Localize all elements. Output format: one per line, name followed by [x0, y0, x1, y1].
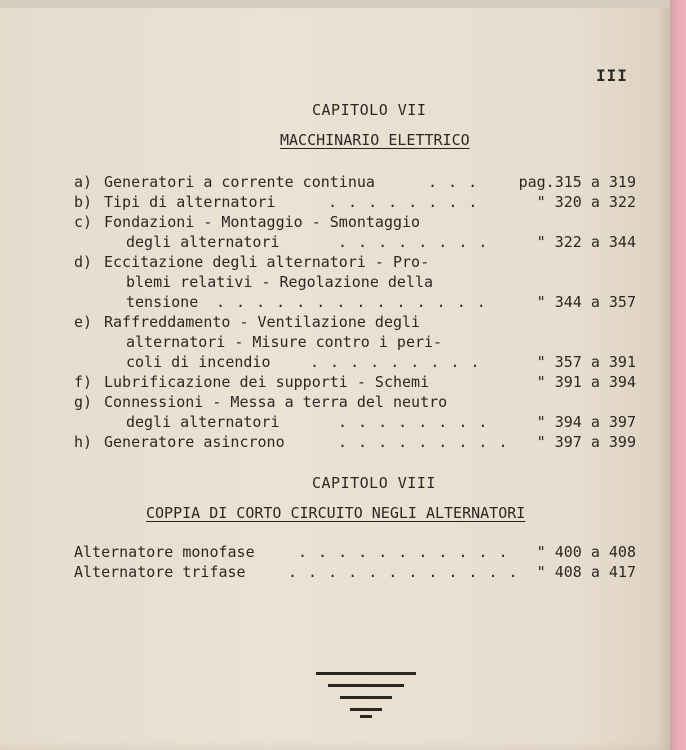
entry-title: Raffreddamento - Ventilazione degli	[104, 313, 421, 331]
leader-dots: . . . . . . . . . . . .	[288, 563, 519, 581]
toc-entry	[74, 193, 644, 213]
entry-letter: d)	[74, 253, 93, 271]
page-reference: " 391 a 394	[536, 373, 636, 391]
entry-title-continuation: blemi relativi - Regolazione della	[126, 273, 434, 291]
chapter-8-heading: COPPIA DI CORTO CIRCUITO NEGLI ALTERNATORI	[146, 504, 526, 522]
toc-entry	[74, 563, 644, 583]
toc-entry-continuation	[74, 333, 644, 353]
page-reference: " 322 a 344	[536, 233, 636, 251]
entry-title: Connessioni - Messa a terra del neutro	[104, 393, 448, 411]
leader-dots: . . . . . . . . .	[310, 353, 481, 371]
toc-entry-continuation	[74, 273, 644, 293]
entry-title: Eccitazione degli alternatori - Pro-	[104, 253, 430, 271]
entry-title-continuation: degli alternatori	[126, 233, 280, 251]
toc-entry	[74, 433, 644, 453]
toc-entry	[74, 253, 644, 273]
toc-entry-continuation	[74, 233, 644, 253]
toc-entry-continuation	[74, 293, 644, 313]
leader-dots: . . . . . . . . .	[338, 433, 509, 451]
entry-title-continuation: tensione	[126, 293, 199, 311]
toc-entry	[74, 173, 644, 193]
entry-title: Alternatore trifase	[74, 563, 246, 581]
page-reference: " 400 a 408	[536, 543, 636, 561]
entry-title: Alternatore monofase	[74, 543, 255, 561]
leader-dots: . . . . . . . . . . . . . .	[216, 293, 487, 311]
page-reference: " 408 a 417	[536, 563, 636, 581]
page-number: III	[596, 66, 628, 85]
entry-title-continuation: alternatori - Misure contro i peri-	[126, 333, 443, 351]
page-reference: " 394 a 397	[536, 413, 636, 431]
entry-title: Generatori a corrente continua	[104, 173, 375, 191]
entry-letter: e)	[74, 313, 93, 331]
chapter-8-title: CAPITOLO VIII	[312, 474, 436, 492]
toc-entry-continuation	[74, 413, 644, 433]
entry-title-continuation: degli alternatori	[126, 413, 280, 431]
entry-title: Tipi di alternatori	[104, 193, 276, 211]
entry-letter: c)	[74, 213, 93, 231]
entry-letter: f)	[74, 373, 93, 391]
leader-dots: . . . . . . . .	[338, 233, 489, 251]
toc-entry	[74, 393, 644, 413]
chapter-7-heading: MACCHINARIO ELETTRICO	[280, 131, 470, 149]
leader-dots: . . . . . . . . . . .	[298, 543, 509, 561]
entry-title: Generatore asincrono	[104, 433, 285, 451]
toc-entry	[74, 313, 644, 333]
toc-entry	[74, 543, 644, 563]
page-reference: " 344 a 357	[536, 293, 636, 311]
entry-title: Fondazioni - Montaggio - Smontaggio	[104, 213, 421, 231]
entry-letter: b)	[74, 193, 93, 211]
page-reference: " 357 a 391	[536, 353, 636, 371]
toc-entry	[74, 373, 644, 393]
entry-title: Lubrificazione dei supporti - Schemi	[104, 373, 430, 391]
page-reference: pag.315 a 319	[518, 173, 636, 191]
entry-letter: g)	[74, 393, 93, 411]
leader-dots: . . .	[428, 173, 479, 191]
leader-dots: . . . . . . . .	[338, 413, 489, 431]
pink-cover-edge	[670, 0, 686, 750]
toc-entry	[74, 213, 644, 233]
entry-title-continuation: coli di incendio	[126, 353, 271, 371]
entry-letter: h)	[74, 433, 93, 451]
entry-letter: a)	[74, 173, 93, 191]
leader-dots: . . . . . . . .	[328, 193, 479, 211]
page-reference: " 320 a 322	[536, 193, 636, 211]
chapter-7-title: CAPITOLO VII	[312, 101, 427, 119]
page-reference: " 397 a 399	[536, 433, 636, 451]
toc-entry-continuation	[74, 353, 644, 373]
end-ornament-icon	[316, 670, 416, 720]
page-top-edge	[0, 0, 670, 8]
